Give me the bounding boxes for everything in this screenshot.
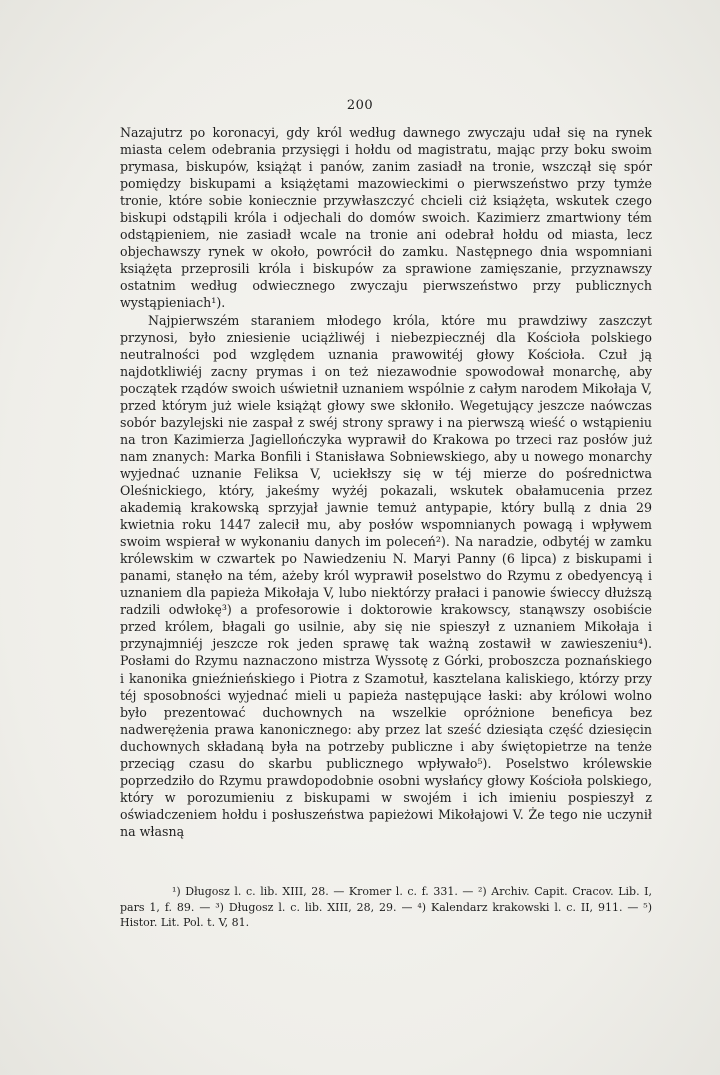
footnotes: ¹) Długosz l. c. lib. XIII, 28. — Kromer l. c. f. 331. — ²) Archiv. Capit. Cracov. Lib. I, pars 1, f. 89. — ³) Długosz l. c. lib. XIII, 28, 29. — ⁴) Kalendarz krakowski l. c. II, 911. — ⁵) Histor. Lit. Pol. t. V, 81. — [120, 885, 652, 929]
paragraph-1: Nazajutrz po koronacyi, gdy król według dawnego zwyczaju udał się na rynek miasta celem odebrania przysięgi i hołdu od magistratu, mając przy boku swoim prymasa, biskupów, książąt i panów, zanim zasiadł na tronie, wszczął się spór pomiędzy biskupami a książętami mazowieckimi o pierwszeństwo przy tymże tronie, które sobie koniecznie przywłaszczyć chcieli ciż książęta, wskutek czego biskupi odstąpili króla i odjechali do domów swoich. Kazimierz zmartwiony tém odstąpieniem, nie zasiadł wcale na tronie ani odebrał hołdu od miasta, lecz objechawszy rynek w około, powrócił do zamku. Następnego dnia wspomniani książęta przeprosili króla i biskupów za sprawione zamięszanie, przyznawszy ostatnim według odwiecznego zwyczaju pierwszeństwo przy publicznych wystąpieniach¹). — [120, 125, 652, 311]
main-text — [120, 124, 652, 840]
page-number: 200 — [346, 98, 374, 113]
paragraph-2: Najpierwszém staraniem młodego króla, które mu prawdziwy zaszczyt przynosi, było zniesienie uciążliwéj i niebezpiecznéj dla Kościoła polskiego neutralności pod względem uznania prawowitéj głowy Kościoła. Czuł ją najdotkliwiéj zacny prymas i on też niezawodnie spowodował monarchę, aby początek rządów swoich uświetnił uznaniem wspólnie z całym narodem Mikołaja V, przed którym już wiele książąt głowy swe skłoniło. Wegetujący jeszcze naówczas sobór bazylejski nie zaspał z swéj strony sprawy i na pierwszą wieść o wstąpieniu na tron Kazimierza Jagiellończyka wyprawił do Krakowa po trzeci raz posłów już nam znanych: Marka Bonfili i Stanisława Sobniewskiego, aby u nowego monarchy wyjednać uznanie Feliksa V, uciekłszy się w téj mierze do pośrednictwa Oleśnickiego, który, jakeśmy wyżéj pokazali, wskutek obałamucenia przez akademią krakowską sprzyjał jawnie temuż antypapie, który bullą z dnia 29 kwietnia roku 1447 zalecił mu, aby posłów wspomnianych powagą i wpływem swoim wspierał w wykonaniu danych im poleceń²). Na naradzie, odbytéj w zamku królewskim w czwartek po Nawiedzeniu N. Maryi Panny (6 lipca) z biskupami i panami, stanęło na tém, ażeby król wyprawił poselstwo do Rzymu z obedyencyą i uznaniem dla papieża Mikołaja V, lubo niektórzy prałaci i panowie świeccy dłuższą radzili odwłokę³) a profesorowie i doktorowie krakowscy, stanąwszy osobiście przed królem, błagali go usilnie, aby się nie spieszył z uznaniem Mikołaja i przynajmniéj jeszcze rok jeden sprawę tak ważną zostawił w zawieszeniu⁴). Posłami do Rzymu naznaczono mistrza Wyssotę z Górki, proboszcza poznańskiego i kanonika gnieźnieńskiego i Piotra z Szamotuł, kasztelana kaliskiego, którzy przy téj sposobności wyjednać mieli u papieża następujące łaski: aby królowi wolno było prezentować duchownych na wszelkie opróżnione beneficya bez nadwerężenia prawa kanonicznego: aby przez lat sześć dziesiąta część dziesięcin duchownych składaną była na potrzeby publiczne i aby świętopietrze na tenże przeciąg czasu do skarbu publicznego wpływało⁵). Poselstwo królewskie poprzedziło do Rzymu prawdopodobnie osobni wysłańcy głowy Kościoła polskiego, który w porozumieniu z biskupami w swojém i ich imieniu pospieszył z oświadczeniem hołdu i posłuszeństwa papieżowi Mikołajowi V. Że tego nie uczynił na własną — [120, 312, 652, 839]
